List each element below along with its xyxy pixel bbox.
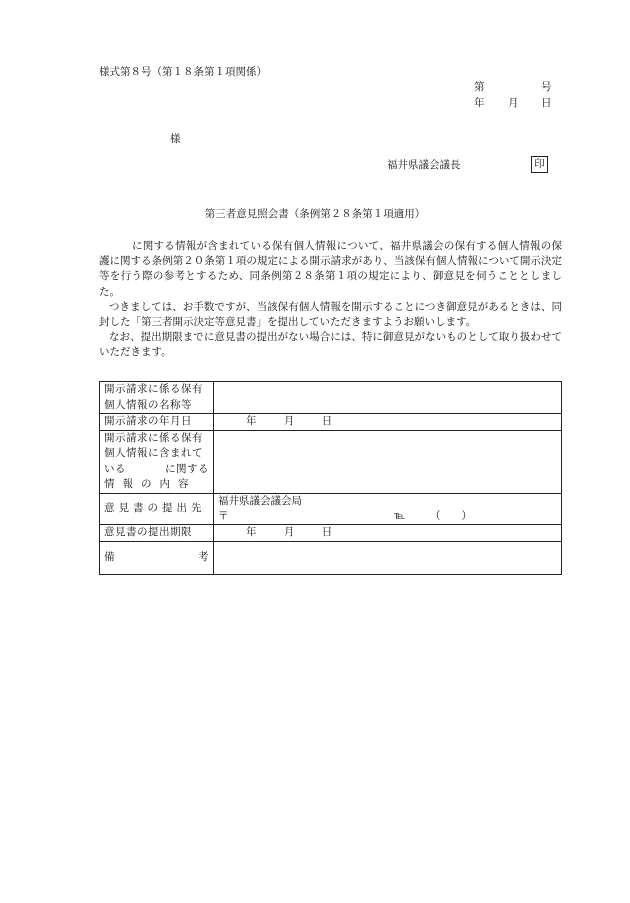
table-row [100, 525, 562, 542]
row-value-content[interactable] [214, 430, 562, 493]
row-value-name[interactable] [214, 382, 562, 414]
destination-contact [218, 509, 557, 524]
label-text: 個人情報の名称等 [104, 398, 192, 411]
seal-mark: 印 [531, 156, 548, 173]
row-value-request-date[interactable] [214, 414, 562, 431]
row-label-name [100, 382, 214, 414]
paragraph-2: つきましては、お手数ですが、当該保有個人情報を開示することにつき御意見があるときは、同封した「第三者開示決定等意見書」を提出していただきますようお願いします。 [99, 300, 562, 329]
table-row [100, 414, 562, 431]
date-day-label: 日 [321, 526, 333, 538]
date-month: 月 [508, 97, 519, 109]
body-text [99, 239, 562, 361]
table-row [100, 382, 562, 414]
label-text: 備 [104, 550, 115, 563]
label-line [104, 550, 209, 566]
doc-number-dai: 第 [474, 81, 485, 93]
date-year: 年 [474, 97, 485, 109]
form-number: 様式第８号（第１８条第１項関係） [99, 66, 267, 78]
paragraph-3: なお、提出期限までに意見書の提出がない場合には、特に御意見がないものとして取り扱わせていただきます。 [99, 331, 562, 359]
label-line [104, 398, 209, 414]
row-label-remarks [100, 541, 214, 574]
sender: 福井県議会議長 [387, 159, 461, 171]
row-label-destination: 意見書の提出先 [100, 493, 214, 525]
label-line: 開示請求に係る保有 [104, 383, 203, 395]
destination-org: 福井県議会議会局 [218, 494, 302, 507]
page-title: 第三者意見照会書（条例第２８条第１項適用） [204, 208, 426, 220]
label-line [104, 462, 209, 478]
tel-parens: （ ） [430, 510, 472, 522]
date-day: 日 [541, 97, 552, 109]
row-value-remarks[interactable] [214, 541, 562, 574]
paragraph-1: に関する情報が含まれている保有個人情報について、福井県議会の保有する個人情報の保護に関する条例第２０条第１項の規定による開示請求があり、当該保有個人情報について開示決定等を行う際の参考とするため、同条例第２８条第１項の規定により、御意見を伺うこととしました。 [99, 240, 562, 298]
date-month-label: 月 [283, 415, 295, 427]
addressee-suffix: 様 [170, 133, 181, 145]
row-label-request-date: 開示請求の年月日 [100, 414, 214, 431]
label-text: 考 [198, 550, 209, 563]
row-label-content [100, 430, 214, 493]
table-row [100, 430, 562, 493]
table-row [100, 541, 562, 574]
tel-mark: ℡ [394, 510, 406, 522]
row-label-deadline: 意見書の提出期限 [100, 525, 214, 542]
label-line: 開示請求に係る保有 [104, 431, 203, 444]
date-day-label: 日 [321, 415, 333, 427]
row-value-destination [214, 493, 562, 525]
info-table [99, 381, 562, 575]
table-row [100, 493, 562, 525]
label-line: 情報の内容 [104, 478, 197, 490]
date-year-label: 年 [246, 415, 257, 427]
date-year-label: 年 [246, 526, 257, 538]
label-text: いる [104, 462, 126, 475]
postal-mark: 〒 [218, 510, 229, 522]
date-month-label: 月 [283, 526, 295, 538]
doc-number-go: 号 [541, 81, 552, 93]
row-value-deadline[interactable] [214, 525, 562, 542]
label-text: に関する [165, 462, 209, 475]
label-line: 個人情報に含まれて [104, 447, 203, 459]
